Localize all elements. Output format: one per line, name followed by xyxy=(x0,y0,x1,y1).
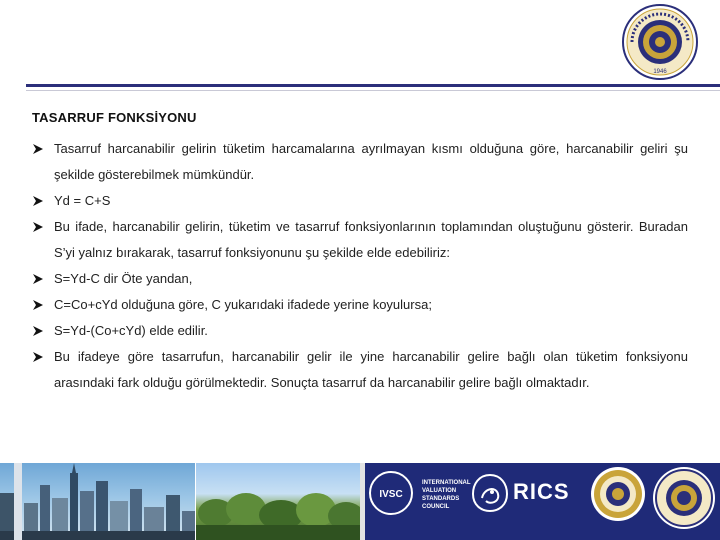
arrow-bullet-icon xyxy=(32,318,46,344)
logo-year: 1946 xyxy=(653,69,667,75)
city-skyline-image xyxy=(0,463,195,540)
arrow-bullet-icon xyxy=(32,214,46,240)
arrow-bullet-icon xyxy=(32,266,46,292)
header-rule xyxy=(26,84,720,87)
bullet-text: C=Co+cYd olduğuna göre, C yukarıdaki ifadede yerine koyulursa; xyxy=(54,297,432,312)
header-rule-thin xyxy=(26,90,720,91)
university-seal-logo-small xyxy=(590,466,646,522)
arrow-bullet-icon xyxy=(32,292,46,318)
bullet-text: Bu ifade, harcanabilir gelirin, tüketim ve tasarruf fonksiyonlarının toplamından oluştuğunu gösterir. Buradan S’yi yalnız bırakarak, tasarruf fonksiyonunu şu şekilde elde edebiliriz: xyxy=(54,219,688,260)
bullet-text: Yd = C+S xyxy=(54,193,111,208)
list-item xyxy=(32,188,688,214)
bullet-text: Bu ifadeye göre tasarrufun, harcanabilir gelir ile yine harcanabilir gelire bağlı olan tüketim fonksiyonu arasındaki fark olduğu görülmektedir. Sonuçta tasarruf da harcanabilir gelire bağlı olmaktadır. xyxy=(54,349,688,390)
slide-title: TASARRUF FONKSİYONU xyxy=(32,110,197,125)
bullet-text: S=Yd-(Co+cYd) elde edilir. xyxy=(54,323,208,338)
arrow-bullet-icon xyxy=(32,188,46,214)
university-seal-logo-large xyxy=(652,466,716,530)
bullet-text: S=Yd-C dir Öte yandan, xyxy=(54,271,193,286)
bullet-text: Tasarruf harcanabilir gelirin tüketim harcamalarına ayrılmayan kısmı olduğuna göre, harcanabilir geliri şu şekilde gösterebilmek mümkündür. xyxy=(54,141,688,182)
bullet-list xyxy=(32,136,688,396)
arrow-bullet-icon xyxy=(32,344,46,370)
ivsc-caption: INTERNATIONAL VALUATION STANDARDS COUNCIL xyxy=(422,480,471,510)
list-item xyxy=(32,214,688,266)
footer-divider xyxy=(14,463,22,540)
list-item xyxy=(32,266,688,292)
ivsc-abbr: IVSC xyxy=(379,489,403,500)
arrow-bullet-icon xyxy=(32,136,46,162)
rics-logo-text: RICS xyxy=(513,479,570,504)
list-item xyxy=(32,292,688,318)
forest-landscape-image xyxy=(196,463,360,540)
list-item xyxy=(32,318,688,344)
ivsc-logo xyxy=(368,470,414,516)
list-item xyxy=(32,344,688,396)
rics-lion-emblem-icon xyxy=(470,472,510,514)
university-seal-logo xyxy=(622,4,698,80)
list-item xyxy=(32,136,688,188)
